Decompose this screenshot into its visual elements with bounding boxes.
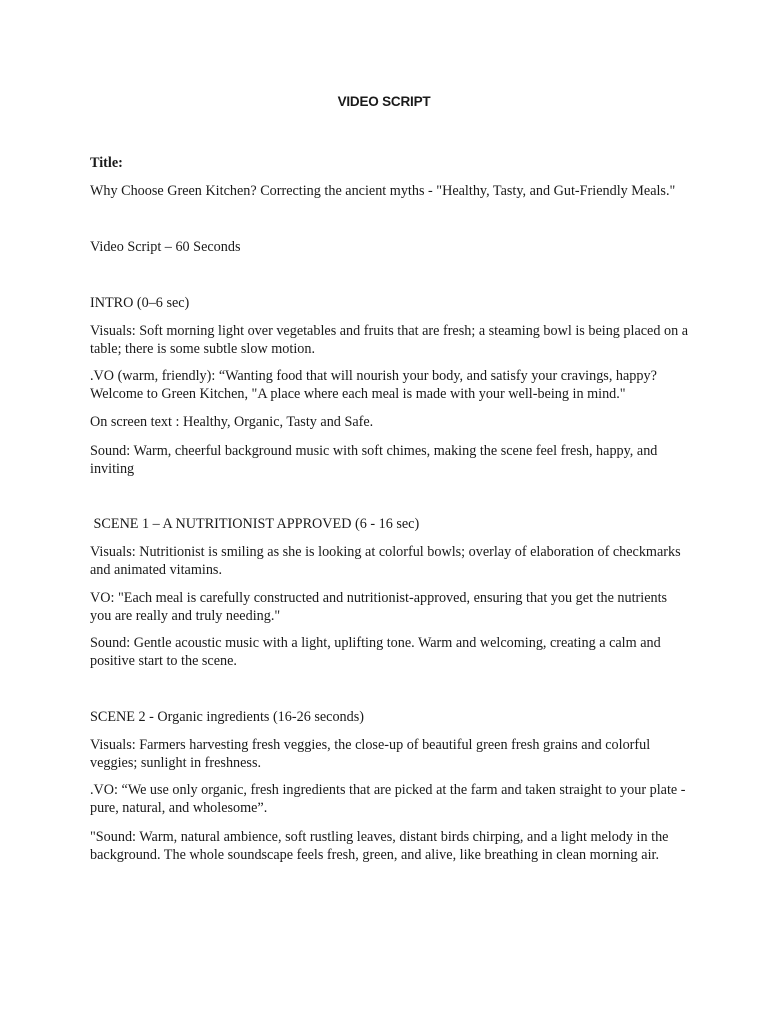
intro-heading: INTRO (0–6 sec)	[90, 295, 190, 311]
scene2-voiceover: .VO: “We use only organic, fresh ingredients that are picked at the farm and taken straight to your plate - pure, natural, and wholesome”.	[90, 782, 686, 816]
scene1-sound: Sound: Gentle acoustic music with a light, uplifting tone. Warm and welcoming, creating a calm and positive start to the scene.	[90, 635, 661, 669]
intro-voiceover: .VO (warm, friendly): “Wanting food that will nourish your body, and satisfy your cravings, happy? Welcome to Green Kitchen, "A place where each meal is made with your well-being in mind."	[90, 368, 657, 402]
scene2-heading: SCENE 2 - Organic ingredients (16-26 seconds)	[90, 709, 364, 725]
scene1-voiceover: VO: "Each meal is carefully constructed and nutritionist-approved, ensuring that you get the nutrients you are really and truly needing."	[90, 590, 668, 624]
intro-on-screen-text: On screen text : Healthy, Organic, Tasty and Safe.	[90, 414, 374, 430]
script-duration: Video Script – 60 Seconds	[90, 239, 241, 255]
scene1-heading: SCENE 1 – A NUTRITIONIST APPROVED (6 - 16 sec)	[90, 516, 420, 532]
intro-visuals: Visuals: Soft morning light over vegetables and fruits that are fresh; a steaming bowl is being placed on a table; there is some subtle slow motion.	[90, 323, 689, 357]
scene2-visuals: Visuals: Farmers harvesting fresh veggies, the close-up of beautiful green fresh grains and colorful veggies; sunlight in freshness.	[90, 737, 651, 771]
title-text: Why Choose Green Kitchen? Correcting the ancient myths - "Healthy, Tasty, and Gut-Friendly Meals."	[90, 183, 676, 199]
document-heading: VIDEO SCRIPT	[337, 94, 431, 109]
scene1-visuals: Visuals: Nutritionist is smiling as she is looking at colorful bowls; overlay of elaboration of checkmarks and animated vitamins.	[90, 544, 681, 578]
scene2-sound: "Sound: Warm, natural ambience, soft rustling leaves, distant birds chirping, and a light melody in the background. The whole soundscape feels fresh, green, and alive, like breathing in clean morning air.	[90, 829, 669, 863]
title-label: Title:	[90, 155, 123, 171]
intro-sound: Sound: Warm, cheerful background music with soft chimes, making the scene feel fresh, happy, and inviting	[90, 443, 658, 477]
